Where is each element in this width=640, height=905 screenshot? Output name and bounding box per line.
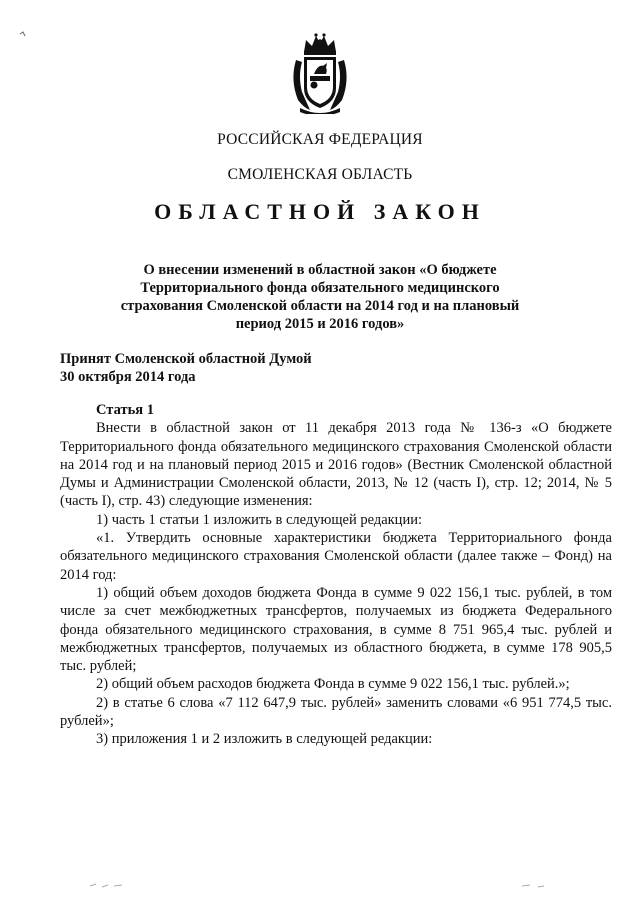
region-heading: СМОЛЕНСКАЯ ОБЛАСТЬ: [227, 166, 413, 183]
paragraph: Внести в областной закон от 11 декабря 2013 года № 136-з «О бюджете Территориального фонда обязательного медицинского страхования Смоленской области на 2014 год и на плановый период 2015 и 2016 годов» (Вестник Смоленской областной Думы и Администрации Смоленской области, 2013, № 12 (часть I), стр. 12; 2014, № 5 (часть I), стр. 43) следующие изменения:: [60, 420, 612, 510]
scan-speck: [520, 880, 560, 892]
paragraph: 3) приложения 1 и 2 изложить в следующей редакции:: [96, 731, 433, 748]
scan-speck: [18, 30, 28, 40]
smolensk-coat-of-arms-icon: [290, 30, 350, 114]
law-subject-title: О внесении изменений в областной закон «О бюджете Территориального фонда обязательного медицинского страхования Смоленской области на 2014 год и на плановый период 2015 и 2016 годов»: [120, 262, 520, 332]
paragraph: 2) в статье 6 слова «7 112 647,9 тыс. рублей» заменить словами «6 951 774,5 тыс. рублей»;: [60, 694, 612, 730]
document-type-title: ОБЛАСТНОЙ ЗАКОН: [154, 199, 486, 224]
paragraph: 2) общий объем расходов бюджета Фонда в сумме 9 022 156,1 тыс. рублей.»;: [96, 676, 570, 693]
adopted-date: 30 октября 2014 года: [60, 369, 196, 385]
country-heading: РОССИЙСКАЯ ФЕДЕРАЦИЯ: [217, 131, 423, 148]
adopted-by: Принят Смоленской областной Думой: [60, 351, 312, 367]
article-heading: Статья 1: [96, 402, 154, 418]
document-body: [60, 401, 612, 749]
paragraph: «1. Утвердить основные характеристики бюджета Территориального фонда обязательного медицинского страхования Смоленской области (далее также – Фонд) на 2014 год:: [60, 530, 612, 583]
adoption-block: [60, 350, 312, 386]
paragraph: 1) общий объем доходов бюджета Фонда в сумме 9 022 156,1 тыс. рублей, в том числе за счет межбюджетных трансфертов, получаемых из бюджета Федерального фонда обязательного медицинского страхования, в сумме 8 751 965,4 тыс. рублей и межбюджетных трансфертов, получаемых из областного бюджета, в сумме 178 905,5 тыс. рублей;: [60, 584, 612, 675]
scan-speck: [88, 880, 128, 892]
paragraph: 1) часть 1 статьи 1 изложить в следующей редакции:: [96, 511, 422, 528]
